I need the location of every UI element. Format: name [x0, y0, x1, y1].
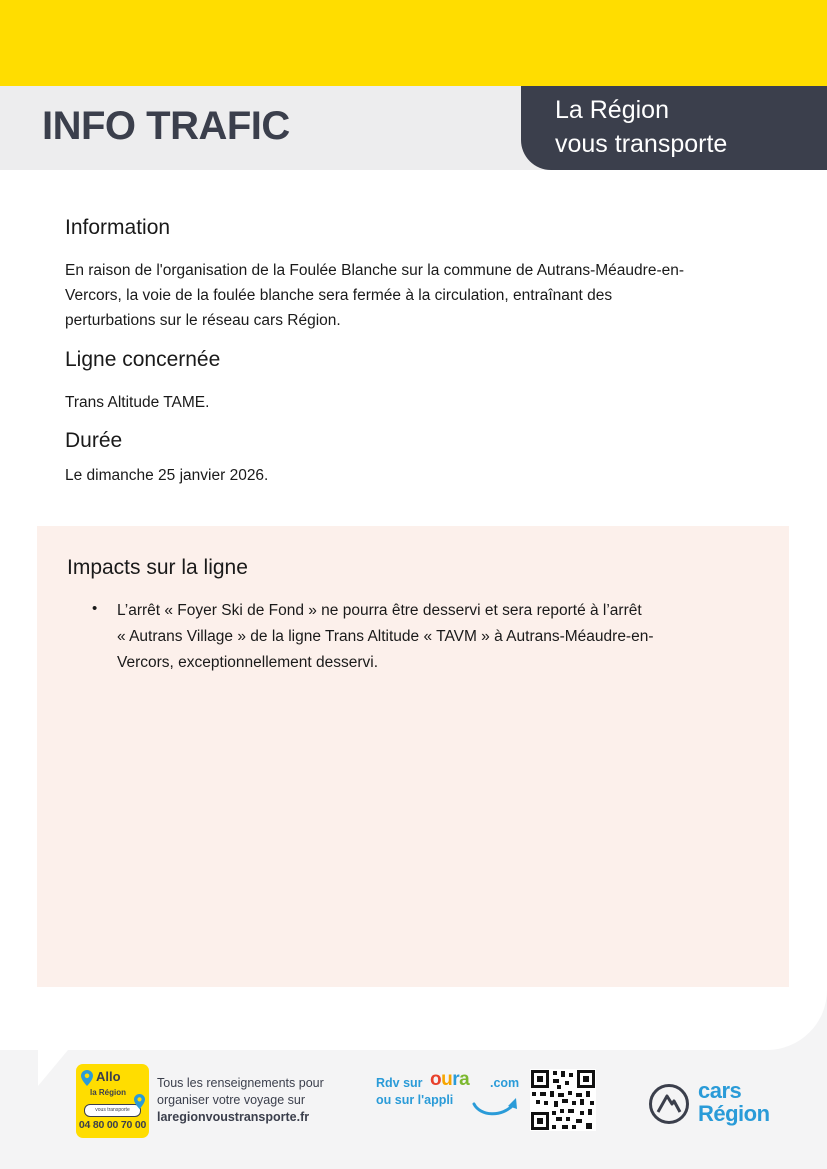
impact-line: Vercors, exceptionnellement desservi. [117, 654, 379, 671]
aura-letter: r [452, 1069, 460, 1090]
aura-letter: a [459, 1069, 470, 1090]
ligne-heading: Ligne concernée [65, 348, 221, 371]
cars-region-logo[interactable] [648, 1083, 690, 1125]
cars-word: cars [698, 1078, 742, 1103]
information-heading: Information [65, 216, 171, 239]
impacts-heading: Impacts sur la ligne [67, 556, 248, 579]
impacts-panel [37, 526, 789, 987]
region-word: Région [698, 1101, 770, 1126]
impact-item [117, 598, 767, 676]
allo-region-badge[interactable] [76, 1064, 149, 1138]
qr-code[interactable] [530, 1069, 596, 1131]
allo-phone: 04 80 00 70 00 [78, 1119, 147, 1131]
map-pin-icon [81, 1070, 93, 1086]
ligne-text: Trans Altitude TAME. [65, 394, 210, 411]
aura-letter: u [441, 1069, 453, 1090]
allo-region-text: la Région [89, 1088, 126, 1097]
information-line: perturbations sur le réseau cars Région. [65, 312, 341, 329]
map-pin-icon [134, 1094, 145, 1109]
footer-info-line: Tous les renseignements pour [157, 1076, 324, 1090]
footer-info-line: organiser votre voyage sur [157, 1093, 305, 1107]
aura-letter: o [430, 1069, 442, 1090]
arrow-swoosh-icon [470, 1090, 520, 1120]
page-title: INFO TRAFIC [42, 104, 290, 148]
footer-url-link[interactable]: laregionvoustransporte.fr [157, 1110, 310, 1124]
rdv-text: Rdv sur [376, 1076, 423, 1090]
impact-line: « Autrans Village » de la ligne Trans Altitude « TAVM » à Autrans-Méaudre-en- [117, 628, 654, 645]
information-text [65, 258, 785, 333]
information-line: En raison de l'organisation de la Foulée Blanche sur la commune de Autrans-Méaudre-en- [65, 262, 685, 279]
top-yellow-band [0, 0, 827, 86]
allo-word: Allo [96, 1069, 121, 1084]
duree-heading: Durée [65, 429, 123, 452]
aura-com-text: .com [490, 1076, 520, 1090]
slogan-line-2: vous transporte [555, 130, 728, 158]
allo-pill: vous transporte [84, 1104, 141, 1117]
auvergne-rhone-alpes-logo[interactable] [430, 1069, 469, 1091]
duree-text: Le dimanche 25 janvier 2026. [65, 467, 269, 484]
impact-line: L’arrêt « Foyer Ski de Fond » ne pourra être desservi et sera reporté à l’arrêt [117, 602, 642, 619]
bullet-icon: • [92, 600, 98, 617]
information-line: Vercors, la voie de la foulée blanche sera fermée à la circulation, entraînant des [65, 287, 613, 304]
slogan-line-1: La Région [555, 96, 669, 124]
app-text: ou sur l'appli [376, 1093, 454, 1107]
